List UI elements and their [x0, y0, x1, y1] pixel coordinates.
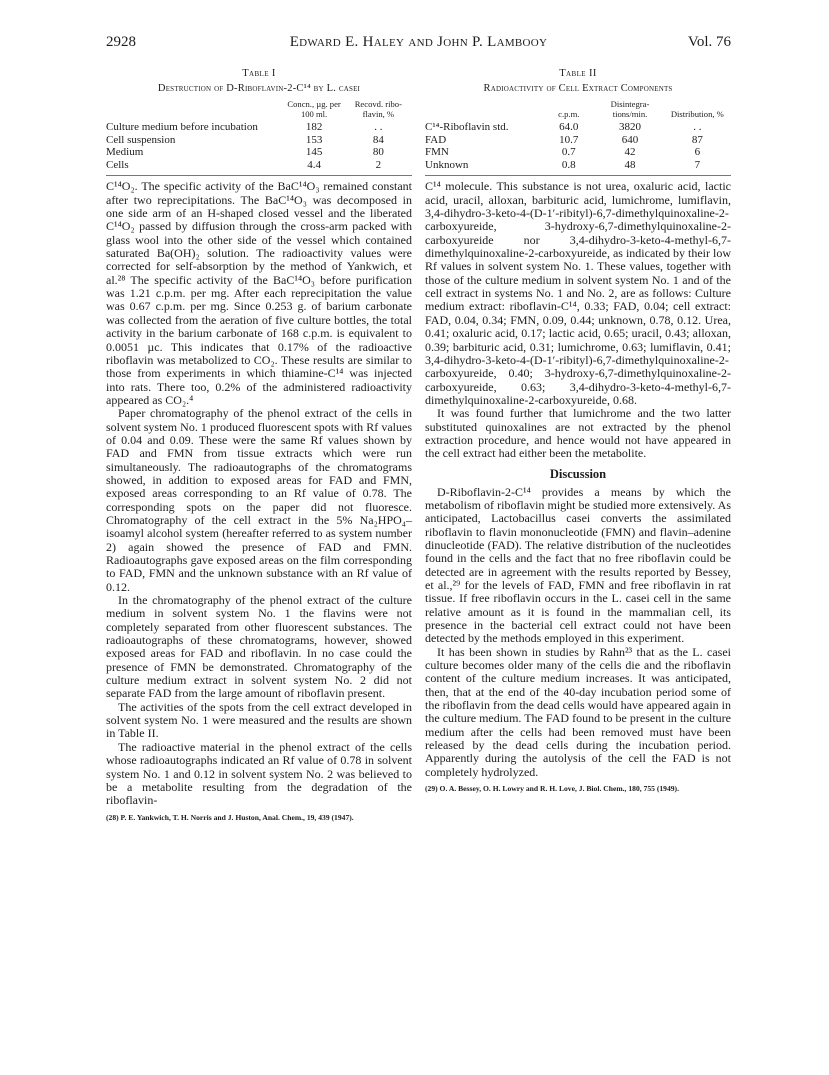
table-cell: . . [374, 121, 383, 133]
table-header-row [425, 100, 731, 121]
volume-label: Vol. 76 [687, 34, 731, 50]
table-cell: C¹⁴-Riboflavin std. [425, 121, 509, 133]
table-row [425, 146, 731, 159]
body-paragraph: The activities of the spots from the cell extract developed in solvent system No. 1 were measured and the results are shown in Table II. [106, 699, 412, 741]
table-row [425, 121, 731, 134]
table-1-caption: Table I [242, 68, 276, 79]
running-header [106, 34, 731, 54]
table-row [106, 146, 412, 159]
table-1-grid [106, 100, 412, 171]
body-paragraph: Paper chromatography of the phenol extract of the cells in solvent system No. 1 produced fluorescent spots with Rf values of 0.04 and 0.09. These were the same Rf values shown by FAD and FMN from tissue extracts which were run simultaneously. The radioautographs of the chromatograms showed, in addition to exposed areas for FAD and FMN, exposed areas corresponding to an Rf value of 0.78. The corresponding spots on the paper did not fluoresce. Chromatography of the cell extract in the 5% Na₂HPO₄–isoamyl alcohol system (hereafter referred to as system number 2) again showed the presence of FAD and FMN. Radioautographs gave exposed areas on the film corresponding to FAD, FMN and the unknown substance with an Rf value of 0.12. [106, 406, 412, 594]
table-cell: 145 [305, 146, 323, 159]
body-paragraph: In the chromatography of the phenol extract of the culture medium in solvent system No. 1 the flavins were not completely separated from other fluorescent substances. The radioautographs of these chromatograms, however, showed exposed areas for FAD and riboflavin. In no case could the presence of FMN be demonstrated. Chromatography of the culture medium extract in solvent system No. 2 did not separate FAD from the large amount of riboflavin present. [106, 593, 412, 701]
table-header-cell: c.p.m. [558, 108, 580, 119]
table-cell: FAD [425, 133, 447, 146]
table-2-grid [425, 100, 731, 171]
table-cell: 6 [694, 146, 701, 159]
table-cell: 0.8 [561, 158, 576, 171]
table-header-cell: Distribution, % [670, 108, 724, 119]
table-2 [425, 67, 731, 171]
table-cell: 4.4 [307, 158, 321, 171]
table-row [106, 134, 412, 147]
table-cell: 182 [305, 121, 323, 133]
table-1 [106, 67, 412, 171]
table-cell: 7 [694, 158, 701, 171]
table-cell: 80 [372, 146, 384, 159]
table-row [425, 159, 731, 172]
left-column [106, 60, 412, 823]
footnote: (28) P. E. Yankwich, T. H. Norris and J. Huston, Anal. Chem., 19, 439 (1947). [106, 812, 354, 822]
footnote: (29) O. A. Bessey, O. H. Lowry and R. H. Love, J. Biol. Chem., 180, 755 (1949). [425, 784, 679, 794]
table-header-cell [106, 100, 283, 121]
table-row [425, 134, 731, 147]
table-cell: Unknown [425, 158, 469, 171]
table-cell: 42 [624, 146, 636, 159]
table-cell: 84 [372, 133, 384, 146]
table-header-cell: Concn., µg. per 100 ml. [287, 99, 341, 119]
table-cell: 0.7 [561, 146, 576, 159]
table-header-row [106, 100, 412, 121]
body-paragraph: D-Riboflavin-2-C¹⁴ provides a means by which the metabolism of riboflavin might be studied more extensively. As anticipated, Lactobacillus casei converts the assimilated riboflavin to flavin mononucleotide (FMN) and flavin–adenine dinucleotide (FAD). The relative distribution of the nucleotides found in the cells and the fact that no free riboflavin could be detected are in agreement with the results reported by Bessey, et al.,²⁹ for the levels of FAD, FMN and free riboflavin in rat tissue. If free riboflavin occurs in the L. casei cell in the same relative amount as it is found in the mammalian cell, its presence in the bacterial cell extract could not have been detected by the methods employed in this experiment. [425, 484, 731, 646]
table-divider [106, 175, 412, 176]
table-cell: FMN [425, 146, 449, 159]
table-divider [425, 175, 731, 176]
table-cell: 64.0 [559, 121, 579, 133]
body-paragraph: The radioactive material in the phenol extract of the cells whose radioautographs indicated an Rf value of 0.78 in solvent system No. 1 and 0.12 in solvent system No. 2 was believed to be a metabolite resulting from the degradation of the riboflavin- [106, 739, 412, 808]
page-number: 2928 [106, 34, 136, 50]
table-cell: 153 [305, 133, 323, 146]
table-cell: Cell suspension [106, 133, 176, 146]
table-cell: 87 [691, 133, 703, 146]
body-paragraph: It was found further that lumichrome and the two latter substituted quinoxalines are not extracted by the phenol extraction procedure, and hence would not have appeared in the cell extract had either been the metabolite. [425, 406, 731, 461]
right-column [425, 60, 731, 794]
table-cell: 2 [375, 158, 382, 171]
table-cell: 10.7 [559, 133, 579, 146]
table-header-cell: Recovd. ribo- flavin, % [354, 99, 402, 119]
table-header-cell [425, 100, 541, 121]
section-heading-discussion: Discussion [549, 466, 607, 481]
table-cell: Culture medium before incubation [106, 121, 258, 133]
table-row [106, 121, 412, 134]
table-cell: . . [693, 121, 702, 133]
table-2-title: Radioactivity of Cell Extract Components [483, 83, 673, 94]
running-authors: Edward E. Haley and John P. Lambooy [289, 34, 548, 50]
table-header-cell: Disintegra- tions/min. [610, 99, 650, 119]
table-cell: 3820 [619, 121, 641, 133]
table-cell: Medium [106, 146, 144, 159]
table-1-title: Destruction of D-Riboflavin-2-C¹⁴ by L. casei [157, 83, 361, 94]
body-paragraph: C¹⁴O₂. The specific activity of the BaC¹⁴O₃ remained constant after two reprecipitations. The BaC¹⁴O₃ was decomposed in one side arm of an H-shaped closed vessel and the liberated C¹⁴O₂ passed by diffusion through the cross-arm packed with glass wool into the other side of the vessel which contained saturated Ba(OH)₂ solution. The radioactivity values were corrected for self-absorption by the method of Yankwich, et al.²⁸ The specific activity of the BaC¹⁴O₃ before purification was 1.21 c.p.m. per mg. After each reprecipitation the value was 0.67 c.p.m. per mg. Since 0.253 g. of barium carbonate was collected from the aeration of five culture bottles, the total activity in the barium carbonate of 168 c.p.m. is equivalent to 0.0051 µc. This indicates that 0.17% of the radioactive riboflavin was metabolized to CO₂. These results are similar to those from experiments in which thiamine-C¹⁴ was injected into rats. There too, 0.2% of the administered radioactivity appeared as CO₂.⁴ [106, 179, 412, 407]
table-2-caption: Table II [559, 68, 597, 79]
body-paragraph: C¹⁴ molecule. This substance is not urea, oxaluric acid, lactic acid, uracil, alloxan, barbituric acid, lumichrome, lumiflavin, 3,4-dihydro-3-keto-4-(D-1′-ribityl)-6,7-dimethylquinoxaline-2-carboxyureide, 3-hydroxy-6,7-dimethylquinoxaline-2-carboxyureide nor 3,4-dihydro-3-keto-4-methyl-6,7-dimethylquinoxaline-2-carboxyureide, as indicated by their low Rf values in solvent system No. 1. These values, together with those of the culture medium in solvent system No. 1 and of the cell extract in systems No. 1 and No. 2, are as follows: Culture medium extract: riboflavin-C¹⁴, 0.33; FAD, 0.04; cell extract: FAD, 0.04, 0.34; FMN, 0.09, 0.44; unknown, 0.78, 0.12. Urea, 0.41; oxaluric acid, 0.17; lactic acid, 0.65; uracil, 0.43; alloxan, 0.39; barbituric acid, 0.31; lumichrome, 0.63; lumiflavin, 0.41; 3,4-dihydro-3-keto-4-(D-1′-ribityl)-6,7-dimethylquinoxaline-2-carboxyureide, 0.40; 3-hydroxy-6,7-dimethylquinoxaline-2-carboxyureide, 0.63; 3,4-dihydro-3-keto-4-methyl-6,7-dimethylquinoxaline-2-carboxyureide, 0.68. [425, 179, 731, 407]
table-cell: 640 [621, 133, 639, 146]
table-cell: Cells [106, 158, 129, 171]
body-paragraph: It has been shown in studies by Rahn²³ that as the L. casei culture becomes older many of the cells die and the riboflavin content of the culture medium increases. It was anticipated, then, that at the end of the 40-day incubation period some of the riboflavin from the dead cells would have appeared again in the culture medium. The FAD found to be present in the culture medium after the cells had been removed must have been released by the dead cells during the incubation period. Apparently during the autolysis of the cell the FAD is not completely hydrolyzed. [425, 644, 731, 779]
table-cell: 48 [624, 158, 636, 171]
table-row [106, 159, 412, 172]
